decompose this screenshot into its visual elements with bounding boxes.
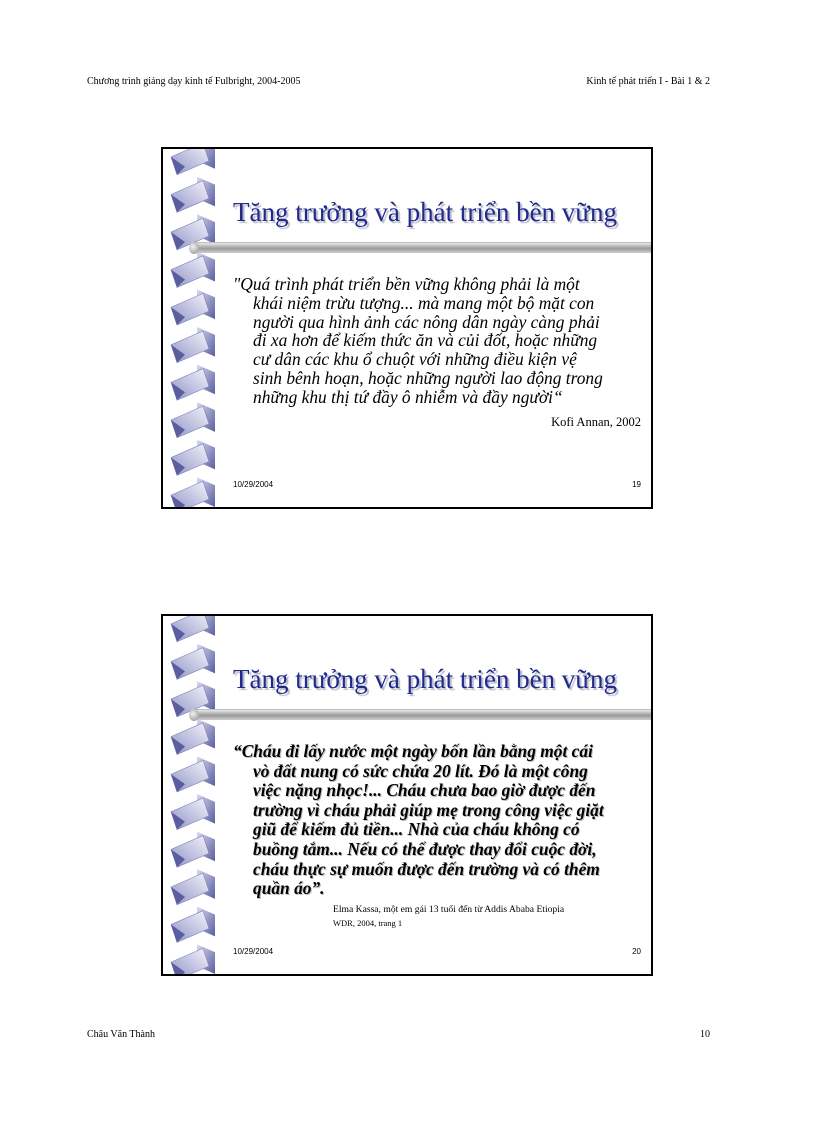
quote-line: cư dân các khu ổ chuột với những điều kiện vệ xyxy=(253,349,577,370)
page-header-lesson: Kinh tế phát triển I - Bài 1 & 2 xyxy=(586,76,710,87)
slide-20 xyxy=(161,614,653,976)
quote-line: quần áo”. xyxy=(253,878,325,899)
ribbon-decoration xyxy=(163,149,225,507)
quote-line: giũ để kiếm đủ tiền... Nhà của cháu không có xyxy=(253,819,580,840)
slide-date: 10/29/2004 xyxy=(233,480,274,489)
quote-line: buồng tắm... Nếu có thể được thay đổi cuộc đời, xyxy=(253,838,597,859)
page-header-course: Chương trình giảng dạy kinh tế Fulbright, 2004-2005 xyxy=(87,76,301,87)
quote-line: trường vì cháu phải giúp mẹ trong công việc giặt xyxy=(253,799,604,820)
quote-line: đi xa hơn để kiếm thức ăn và củi đốt, hoặc những xyxy=(253,330,598,351)
quote-line: vò đất nung có sức chứa 20 lít. Đó là một công xyxy=(253,760,588,781)
slide-title: Tăng trưởng và phát triển bền vững xyxy=(233,197,617,227)
slide-19 xyxy=(161,147,653,509)
quote-line: "Quá trình phát triển bền vững không phải là một xyxy=(233,274,580,294)
quote-text xyxy=(233,275,637,407)
slide-title: Tăng trưởng và phát triển bền vững xyxy=(233,664,617,694)
page-footer-author: Châu Văn Thành xyxy=(87,1029,155,1040)
ribbon-decoration xyxy=(163,616,225,974)
slide-date: 10/29/2004 xyxy=(233,947,274,956)
quote-line: “Cháu đi lấy nước một ngày bốn lần bằng một cái xyxy=(233,741,593,761)
slide-number: 20 xyxy=(632,947,641,956)
quote-attribution: Kofi Annan, 2002 xyxy=(551,415,641,429)
quote-reference: WDR, 2004, trang 1 xyxy=(333,918,403,928)
quote-text xyxy=(233,742,637,899)
quote-line: việc nặng nhọc!... Cháu chưa bao giờ được đến xyxy=(253,780,596,801)
slide-number: 19 xyxy=(632,480,641,489)
title-rule xyxy=(193,709,651,720)
quote-line: khái niệm trừu tượng... mà mang một bộ mặt con xyxy=(253,292,595,313)
quote-line: người qua hình ảnh các nông dân ngày càng phải xyxy=(253,311,600,332)
quote-source: Elma Kassa, một em gái 13 tuổi đến từ Addis Ababa Etiopia xyxy=(333,904,565,915)
quote-line: cháu thực sự muốn được đến trường và có thêm xyxy=(253,858,600,879)
quote-line: sinh bênh hoạn, hoặc những người lao động trong xyxy=(253,367,603,388)
quote-line: những khu thị tứ đầy ô nhiễm và đầy người“ xyxy=(253,386,563,407)
title-rule xyxy=(193,242,651,253)
page-number: 10 xyxy=(700,1029,710,1040)
